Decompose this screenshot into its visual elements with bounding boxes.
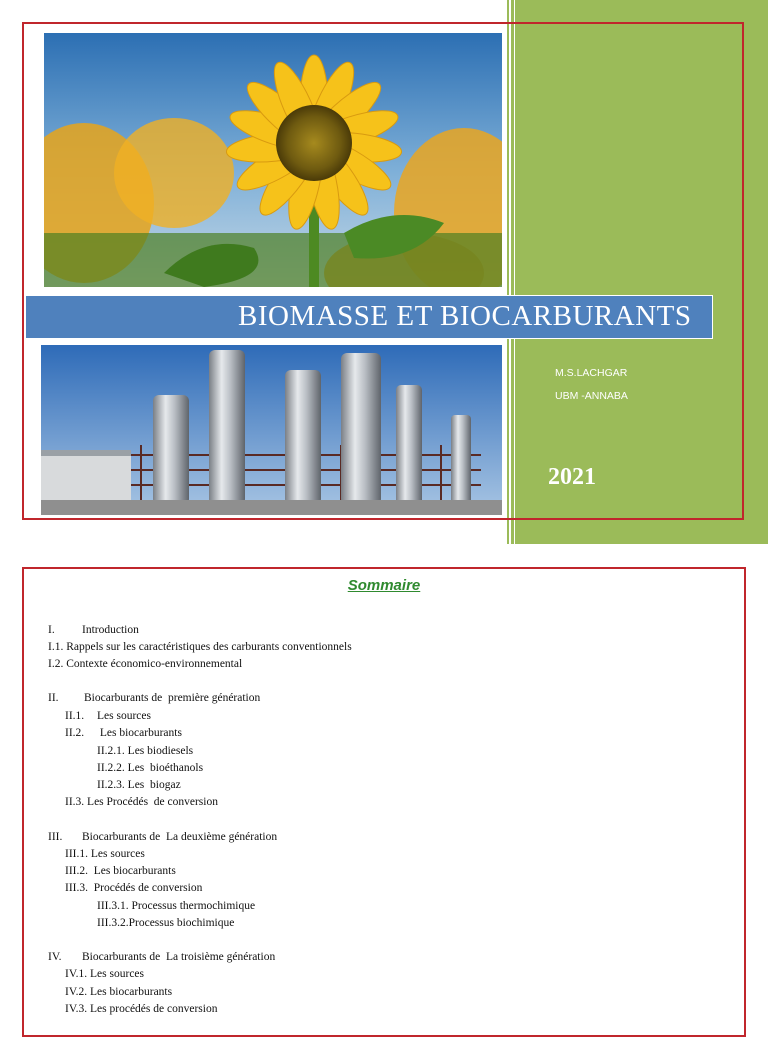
toc-entry: IV.3. Les procédés de conversion bbox=[65, 1003, 218, 1015]
toc-entry: II.3. Les Procédés de conversion bbox=[65, 796, 218, 808]
toc-entry: III.2. Les biocarburants bbox=[65, 865, 176, 877]
toc-entry: II.1. Les sources bbox=[65, 710, 151, 722]
document-title: BIOMASSE ET BIOCARBURANTS bbox=[238, 300, 692, 332]
publication-year: 2021 bbox=[548, 464, 596, 490]
toc-entry: II.2.1. Les biodiesels bbox=[97, 745, 194, 757]
toc-entry: III.3.1. Processus thermochimique bbox=[97, 900, 256, 912]
toc-entry: IV.1. Les sources bbox=[65, 968, 144, 980]
sunflower-photo bbox=[44, 33, 502, 287]
toc-entry: I.2. Contexte économico-environnemental bbox=[48, 658, 243, 670]
toc-entry: II.2.2. Les bioéthanols bbox=[97, 762, 204, 774]
affiliation: UBM -ANNABA bbox=[555, 390, 628, 402]
toc-entry: II.2.3. Les biogaz bbox=[97, 779, 181, 791]
toc-entry: I.1. Rappels sur les caractéristiques des carburants conventionnels bbox=[48, 641, 352, 653]
author-name: M.S.LACHGAR bbox=[555, 367, 628, 379]
toc-entry: I. Introduction bbox=[48, 624, 139, 636]
toc-entry: IV.2. Les biocarburants bbox=[65, 986, 173, 998]
toc-entry: II.2. Les biocarburants bbox=[65, 727, 182, 739]
toc-entry: III.3. Procédés de conversion bbox=[65, 882, 203, 894]
biorefinery-photo bbox=[41, 345, 502, 515]
toc-entry: IV. Biocarburants de La troisième génération bbox=[48, 951, 276, 963]
toc-entry: II. Biocarburants de première génération bbox=[48, 692, 261, 704]
toc-entry: III.3.2.Processus biochimique bbox=[97, 917, 235, 929]
toc-entry: III.1. Les sources bbox=[65, 848, 145, 860]
toc-entry: III. Biocarburants de La deuxième génération bbox=[48, 831, 278, 843]
toc-title: Sommaire bbox=[347, 577, 421, 594]
